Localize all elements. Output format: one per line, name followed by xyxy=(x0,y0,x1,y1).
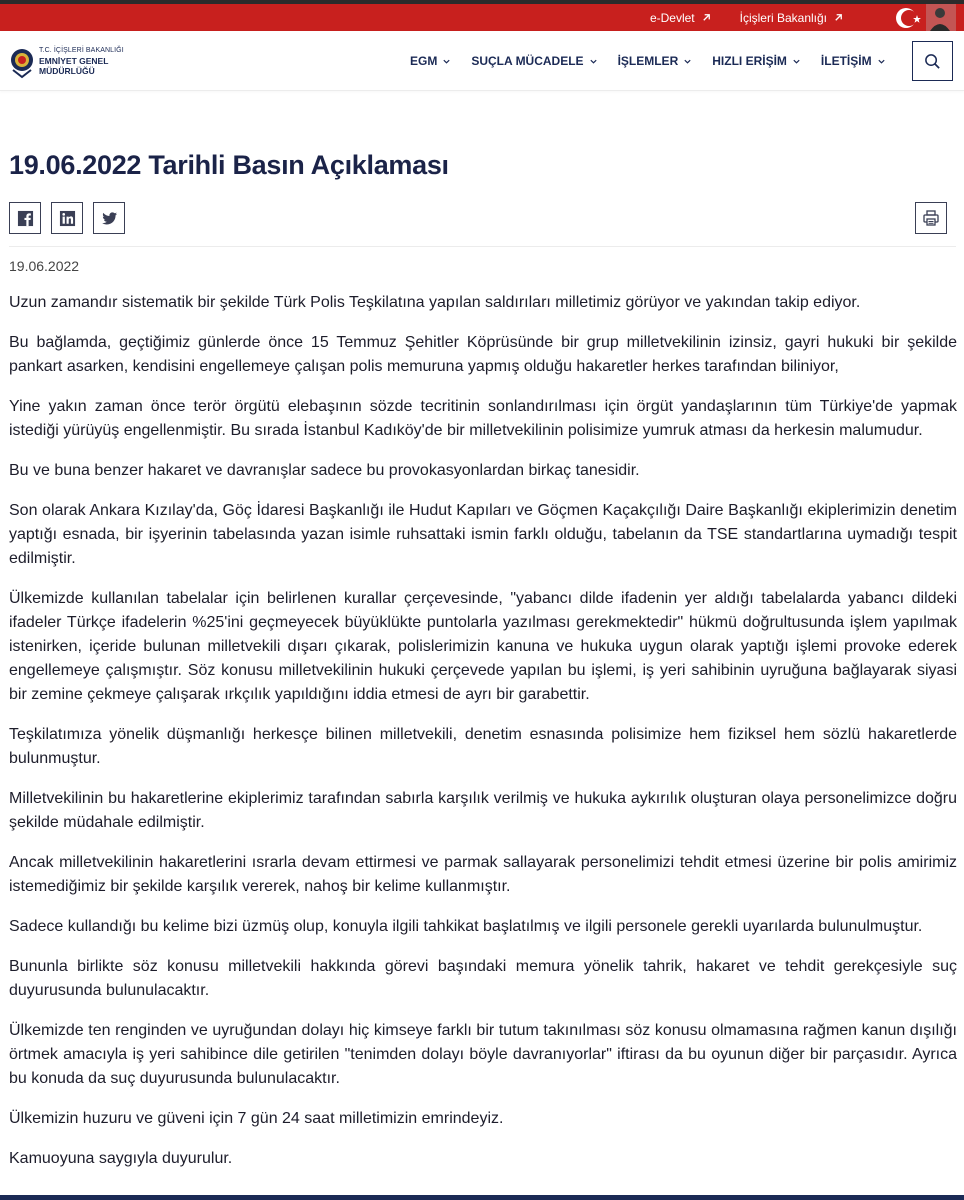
chevron-down-icon xyxy=(442,57,451,66)
police-badge-icon xyxy=(9,43,35,79)
external-arrow-icon xyxy=(833,12,844,23)
chevron-down-icon xyxy=(589,57,598,66)
chevron-down-icon xyxy=(792,57,801,66)
nav-hizli-erisim[interactable] xyxy=(712,54,801,68)
paragraph: Bu bağlamda, geçtiğimiz günlerde önce 15 Temmuz Şehitler Köprüsünde bir grup milletvekilinin izinsiz, gayri hukuki bir şekilde pankart asarken, kendisini engellemeye çalışan polis memuruna yapmış olduğu hakaretler herkes tarafından biliniyor, xyxy=(9,334,957,375)
nav-islemler[interactable] xyxy=(618,54,693,68)
page-title: 19.06.2022 Tarihli Basın Açıklaması xyxy=(9,150,449,180)
paragraph: Bununla birlikte söz konusu milletvekili hakkında görevi başındaki memura yönelik tahrik, hakaret ve tehdit gerekçesiyle suç duyurusunda bulunulacaktır. xyxy=(9,958,957,999)
share-linkedin-button[interactable] xyxy=(51,202,83,234)
edevlet-link[interactable] xyxy=(650,11,712,25)
share-twitter-button[interactable] xyxy=(93,202,125,234)
nav-islemler-label: İŞLEMLER xyxy=(617,54,679,68)
edevlet-link-label: e-Devlet xyxy=(649,10,695,25)
nav-sucla-mucadele[interactable] xyxy=(471,54,597,68)
paragraph: Yine yakın zaman önce terör örgütü elebaşının sözde tecritinin sonlandırılması için örgüt yandaşlarının tüm Türkiye'de yapmak istediği yürüyüş engellenmiştir. Bu sırada İstanbul Kadıköy'de bir milletvekilinin polisimize yumruk atması da herkesin malumudur. xyxy=(9,398,957,439)
footer-bar xyxy=(0,1195,964,1200)
paragraph: Uzun zamandır sistematik bir şekilde Türk Polis Teşkilatına yapılan saldırıları milletimiz görüyor ve yakından takip ediyor. xyxy=(9,294,861,311)
flag-ataturk-icon xyxy=(886,4,956,31)
chevron-down-icon xyxy=(683,57,692,66)
title-divider xyxy=(9,246,956,247)
paragraph: Ülkemizde ten renginden ve uyruğundan dolayı hiç kimseye farklı bir tutum takınılması söz konusu olmamasına rağmen kanun dışılığı örtmek amacıyla iş yeri sahibince dile getirilen "tenimden dolayı böyle davranıyorlar" iftirası da bu oyunun diğer bir parçasıdır. Ayrıca bu konuda da suç duyurusunda bulunulacaktır. xyxy=(9,1022,957,1087)
paragraph: Milletvekilinin bu hakaretlerine ekiplerimiz tarafından sabırla karşılık verilmiş ve hukuka aykırılık oluşturan olaya personelimizce doğru şekilde müdahale edilmiştir. xyxy=(9,790,957,831)
article-body xyxy=(9,291,957,1187)
external-arrow-icon xyxy=(701,12,712,23)
nav-hizli-erisim-label: HIZLI ERİŞİM xyxy=(712,54,787,68)
paragraph: Sadece kullandığı bu kelime bizi üzmüş olup, konuyla ilgili tahkikat başlatılmış ve ilgili personele gerekli uyarılarda bulunulmuştur. xyxy=(9,918,923,935)
paragraph: Ancak milletvekilinin hakaretlerini ısrarla devam ettirmesi ve parmak sallayarak personelimizi tehdit etmesi üzerine bir polis amirimiz istemediğimiz bir şekilde karşılık vererek, nahoş bir kelime kullanmıştır. xyxy=(9,854,957,895)
paragraph: Son olarak Ankara Kızılay'da, Göç İdaresi Başkanlığı ile Hudut Kapıları ve Göçmen Kaçakçılığı Daire Başkanlığı ekiplerimizin denetim yaptığı esnada, bir işyerinin tabelasında yazan isimle ruhsattaki ismin farklı olduğu, tabelanın da TSE standartlarına uymadığı tespit edilmiştir. xyxy=(9,502,957,567)
paragraph: Teşkilatımıza yönelik düşmanlığı herkesçe bilinen milletvekili, denetim esnasında polisimize hem fiziksel hem sözlü hakaretlerde bulunmuştur. xyxy=(9,726,957,767)
logo-line-3: MÜDÜRLÜĞÜ xyxy=(39,66,95,76)
twitter-icon xyxy=(101,210,118,227)
facebook-icon xyxy=(17,210,34,227)
paragraph: Kamuoyuna saygıyla duyurulur. xyxy=(9,1150,233,1167)
paragraph: Bu ve buna benzer hakaret ve davranışlar sadece bu provokasyonlardan birkaç tanesidir. xyxy=(9,462,640,479)
egm-logo[interactable] xyxy=(9,43,124,79)
nav-iletisim-label: İLETİŞİM xyxy=(820,54,872,68)
paragraph: Ülkemizde kullanılan tabelalar için belirlenen kurallar çerçevesinde, "yabancı dilde ifadenin yer aldığı tabelalarda yabancı dildeki ifadeler Türkçe ifadelerin %25'ini geçmeyecek büyüklükte puntolarla yazılması gerekmektedir" hükmü doğrultusunda işlem yapılmak istenirken, içeride bulunan milletvekili dışarı çıkarak, polislerimizin kanuna ve hukuka uygun olarak yaptığı işlemi provoke ederek engellemeye çalışmıştır. Söz konusu milletvekilinin hukuki çerçevede yapılan bu işlemi, iş yeri sahibinin uyruğuna bağlayarak siyasi bir zemine çekmeye çalışarak ırkçılık yapıldığını iddia etmesi de ayrı bir garabettir. xyxy=(9,590,957,703)
search-icon xyxy=(924,53,941,70)
chevron-down-icon xyxy=(877,57,886,66)
print-button[interactable] xyxy=(915,202,947,234)
search-button[interactable] xyxy=(912,41,953,81)
paragraph: Ülkemizin huzuru ve güveni için 7 gün 24 saat milletimizin emrindeyiz. xyxy=(9,1110,504,1127)
icisleri-link[interactable] xyxy=(740,11,844,25)
nav-sucla-mucadele-label: SUÇLA MÜCADELE xyxy=(471,54,584,68)
nav-iletisim[interactable] xyxy=(821,54,886,68)
publish-date: 19.06.2022 xyxy=(9,258,80,274)
icisleri-link-label: İçişleri Bakanlığı xyxy=(739,10,827,25)
nav-egm-label: EGM xyxy=(410,54,438,68)
print-icon xyxy=(922,209,940,227)
main-nav xyxy=(410,31,906,91)
linkedin-icon xyxy=(59,210,76,227)
top-links xyxy=(650,4,844,31)
site-header xyxy=(0,31,964,91)
logo-line-1: T.C. İÇİŞLERİ BAKANLIĞI xyxy=(39,47,124,54)
logo-line-2: EMNİYET GENEL xyxy=(39,56,109,66)
share-buttons xyxy=(9,202,125,234)
logo-text xyxy=(39,46,124,76)
top-red-bar xyxy=(0,4,964,31)
share-facebook-button[interactable] xyxy=(9,202,41,234)
nav-egm[interactable] xyxy=(410,54,451,68)
